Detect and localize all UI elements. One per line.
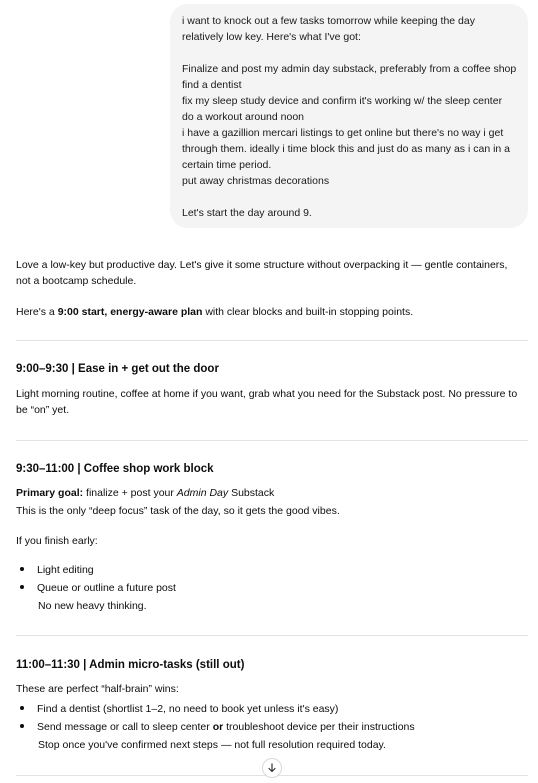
list-item-continuation: No new heavy thinking. [38,600,147,612]
plan-summary-bold: 9:00 start, energy-aware plan [57,306,203,318]
primary-goal-label: Primary goal: [16,487,84,499]
response-intro-line: not a bootcamp schedule. [16,275,137,287]
user-task-line: fix my sleep study device and confirm it's working w/ the sleep center [182,95,503,107]
user-message-line: relatively low key. Here's what I've got: [182,31,361,43]
user-task-line: do a workout around noon [182,111,305,123]
plan-summary-pre: Here's a [16,306,58,318]
user-task-line: i have a gazillion mercari listings to get online but there's no way i get [182,127,504,139]
divider [16,340,528,341]
primary-goal-post: Substack [228,487,275,499]
user-task-line: certain time period. [182,159,272,171]
finish-early-label: If you finish early: [16,535,98,547]
list-item [16,700,528,718]
list-item [16,579,528,597]
scroll-to-bottom-button[interactable] [262,758,282,778]
bullet-dot [20,585,24,589]
block-intro: These are perfect “half-brain” wins: [16,683,179,695]
user-task-line: Finalize and post my admin day substack, preferably from a coffee shop [182,63,517,75]
list-item [16,561,528,579]
list-item-text: Light editing [37,564,94,576]
list-item-text: Find a dentist (shortlist 1–2, no need to book yet unless it's easy) [37,703,339,715]
response-intro-line: Love a low-key but productive day. Let's give it some structure without overpacking it — gentle containers, [16,259,508,271]
list-item [16,718,528,736]
divider [16,440,528,441]
response-intro [16,257,528,289]
user-message-line: i want to knock out a few tasks tomorrow while keeping the day [182,15,475,27]
bullet-dot [20,567,24,571]
block-text-line: Light morning routine, coffee at home if you want, grab what you need for the Substack post. No pressure to [16,388,518,400]
block-text-line: be “on” yet. [16,404,70,416]
primary-goal-italic: Admin Day [176,487,229,499]
bullet-dot [20,724,24,728]
block-heading: 9:30–11:00 | Coffee shop work block [16,463,214,475]
user-task-line: find a dentist [182,79,242,91]
block-heading: 11:00–11:30 | Admin micro-tasks (still out) [16,659,245,671]
divider [16,635,528,636]
list-item-text-pre: Send message or call to sleep center [37,721,213,733]
block-heading: 9:00–9:30 | Ease in + get out the door [16,363,219,375]
user-task-line: through them. ideally i time block this and just do as many as i can in a [182,143,511,155]
user-task-line: put away christmas decorations [182,175,330,187]
primary-goal-pre: finalize + post your [83,487,177,499]
block-body [16,386,528,418]
plan-summary [16,304,528,320]
primary-goal [16,485,528,501]
list-item-continuation: Stop once you've confirmed next steps — not full resolution required today. [38,739,386,751]
plan-summary-post: with clear blocks and built-in stopping points. [202,306,414,318]
arrow-down-icon [267,763,277,773]
bullet-list [16,561,528,615]
list-item-text-post: troubleshoot device per their instructions [223,721,415,733]
bullet-list [16,700,528,754]
user-message-closing: Let's start the day around 9. [182,207,312,219]
list-item-text: Queue or outline a future post [37,582,176,594]
list-item-text-bold: or [212,721,224,733]
user-message-bubble [170,4,528,228]
bullet-dot [20,706,24,710]
focus-line: This is the only “deep focus” task of the day, so it gets the good vibes. [16,505,340,517]
